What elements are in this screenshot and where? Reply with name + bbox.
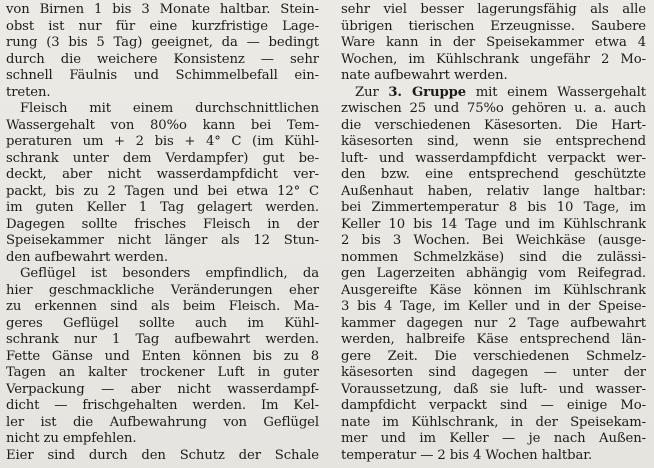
text-line: den aufbewahrt werden. <box>6 249 168 265</box>
text-line: peraturen um + 2 bis + 4° C (im Kühl- <box>6 134 319 149</box>
text-line: dicht — frischgehalten werden. Im Kel- <box>6 398 319 413</box>
text-line: nicht zu empfehlen. <box>6 431 137 446</box>
text-line: Keller 10 bis 14 Tage und im Kühlschrank <box>341 216 646 232</box>
text-line: hier geschmackliche Veränderungen eher <box>6 282 319 298</box>
text-line: Geflügel ist besonders empfindlich, da <box>20 266 319 281</box>
text-line: Ware kann in der Speisekammer etwa 4 <box>341 35 646 50</box>
text-line: kammer dagegen nur 2 Tage aufbewahrt <box>341 315 646 331</box>
text-line: Voraussetzung, daß sie luft- und wasser- <box>341 381 646 397</box>
text-line: übrigen tierischen Erzeugnisse. Saubere <box>341 18 646 34</box>
text-line: Dagegen sollte frisches Fleisch in der <box>6 216 319 232</box>
text-line: Fleisch mit einem durchschnittlichen <box>20 101 319 116</box>
text-line: zwischen 25 und 75%o gehören u. a. auch <box>341 101 646 116</box>
text-line: die verschiedenen Käsesorten. Die Hart- <box>341 117 646 133</box>
text-line: temperatur — 2 bis 4 Wochen haltbar. <box>341 447 593 463</box>
text-line: Eier sind durch den Schutz der Schale <box>6 447 319 463</box>
text-line: Wochen, im Kühlschrank ungefähr 2 Mo- <box>341 51 646 67</box>
left-column <box>6 2 319 464</box>
text-line: zu erkennen sind als beim Fleisch. Ma- <box>6 299 319 314</box>
text-line: luft- und wasserdampfdicht verpackt wer- <box>341 150 646 166</box>
text-run: Zur <box>355 84 389 100</box>
text-line: sehr viel besser lagerungsfähig als alle <box>341 2 646 17</box>
text-line: rung (3 bis 5 Tag) geeignet, da — bedingt <box>6 35 319 50</box>
text-line: Tagen an kalter trockener Luft in guter <box>6 365 319 380</box>
text-line: nate aufbewahrt werden. <box>341 68 508 83</box>
text-line: durch die weichere Konsistenz — sehr <box>6 51 319 67</box>
text-line: Fette Gänse und Enten können bis zu 8 <box>6 348 319 364</box>
text-line: geres Geflügel sollte auch im Kühl- <box>6 315 319 331</box>
text-line: deckt, aber nicht wasserdampfdicht ver- <box>6 167 319 182</box>
text-line: obst ist nur für eine kurzfristige Lage- <box>6 18 319 34</box>
text-line: Speisekammer nicht länger als 12 Stun- <box>6 233 319 248</box>
text-line: käsesorten sind, wenn sie entsprechend <box>341 134 646 149</box>
text-line: den bzw. eine entsprechend geschützte <box>341 167 646 182</box>
text-line: gere Zeit. Die verschiedenen Schmelz- <box>341 348 646 364</box>
text-line: 2 bis 3 Wochen. Bei Weichkäse (ausge- <box>341 233 646 248</box>
text-line: schrank unter dem Verdampfer) gut be- <box>6 150 319 166</box>
text-line: treten. <box>6 84 51 100</box>
text-line: ler ist die Aufbewahrung von Geflügel <box>6 414 319 430</box>
text-line <box>341 85 646 102</box>
text-line: schrank nur 1 Tag aufbewahrt werden. <box>6 332 319 347</box>
text-line: werden, halbreife Käse entsprechend län- <box>341 332 646 347</box>
text-line: packt, bis zu 2 Tagen und bei etwa 12° C <box>6 183 319 199</box>
text-line: mer und im Keller — je nach Außen- <box>341 431 646 446</box>
group-heading: 3. Gruppe <box>388 84 467 100</box>
text-line: schnell Fäulnis und Schimmelbefall ein- <box>6 68 319 83</box>
text-line: 3 bis 4 Tage, im Keller und in der Speise- <box>341 299 646 314</box>
right-column <box>341 2 646 464</box>
text-line: nate im Kühlschrank, in der Speisekam- <box>341 414 646 430</box>
text-run: mit einem Wassergehalt <box>466 84 646 100</box>
text-line: käsesorten sind dagegen — unter der <box>341 365 646 380</box>
text-line: von Birnen 1 bis 3 Monate haltbar. Stein- <box>6 2 319 17</box>
text-line: Ausgereifte Käse können im Kühlschrank <box>341 282 646 298</box>
text-line: dampfdicht verpackt sind — einige Mo- <box>341 398 646 413</box>
text-line: bei Zimmertemperatur 8 bis 10 Tage, im <box>341 200 646 215</box>
text-line: gen Lagerzeiten abhängig vom Reifegrad. <box>341 266 646 281</box>
text-line: Wassergehalt von 80%o kann bei Tem- <box>6 117 319 133</box>
text-line: nommen Schmelzkäse) sind die zulässi- <box>341 249 646 265</box>
text-line: im guten Keller 1 Tag gelagert werden. <box>6 200 319 215</box>
text-line: Verpackung — aber nicht wasserdampf- <box>6 381 319 397</box>
text-line: Außenhaut haben, relativ lange haltbar: <box>341 183 646 199</box>
